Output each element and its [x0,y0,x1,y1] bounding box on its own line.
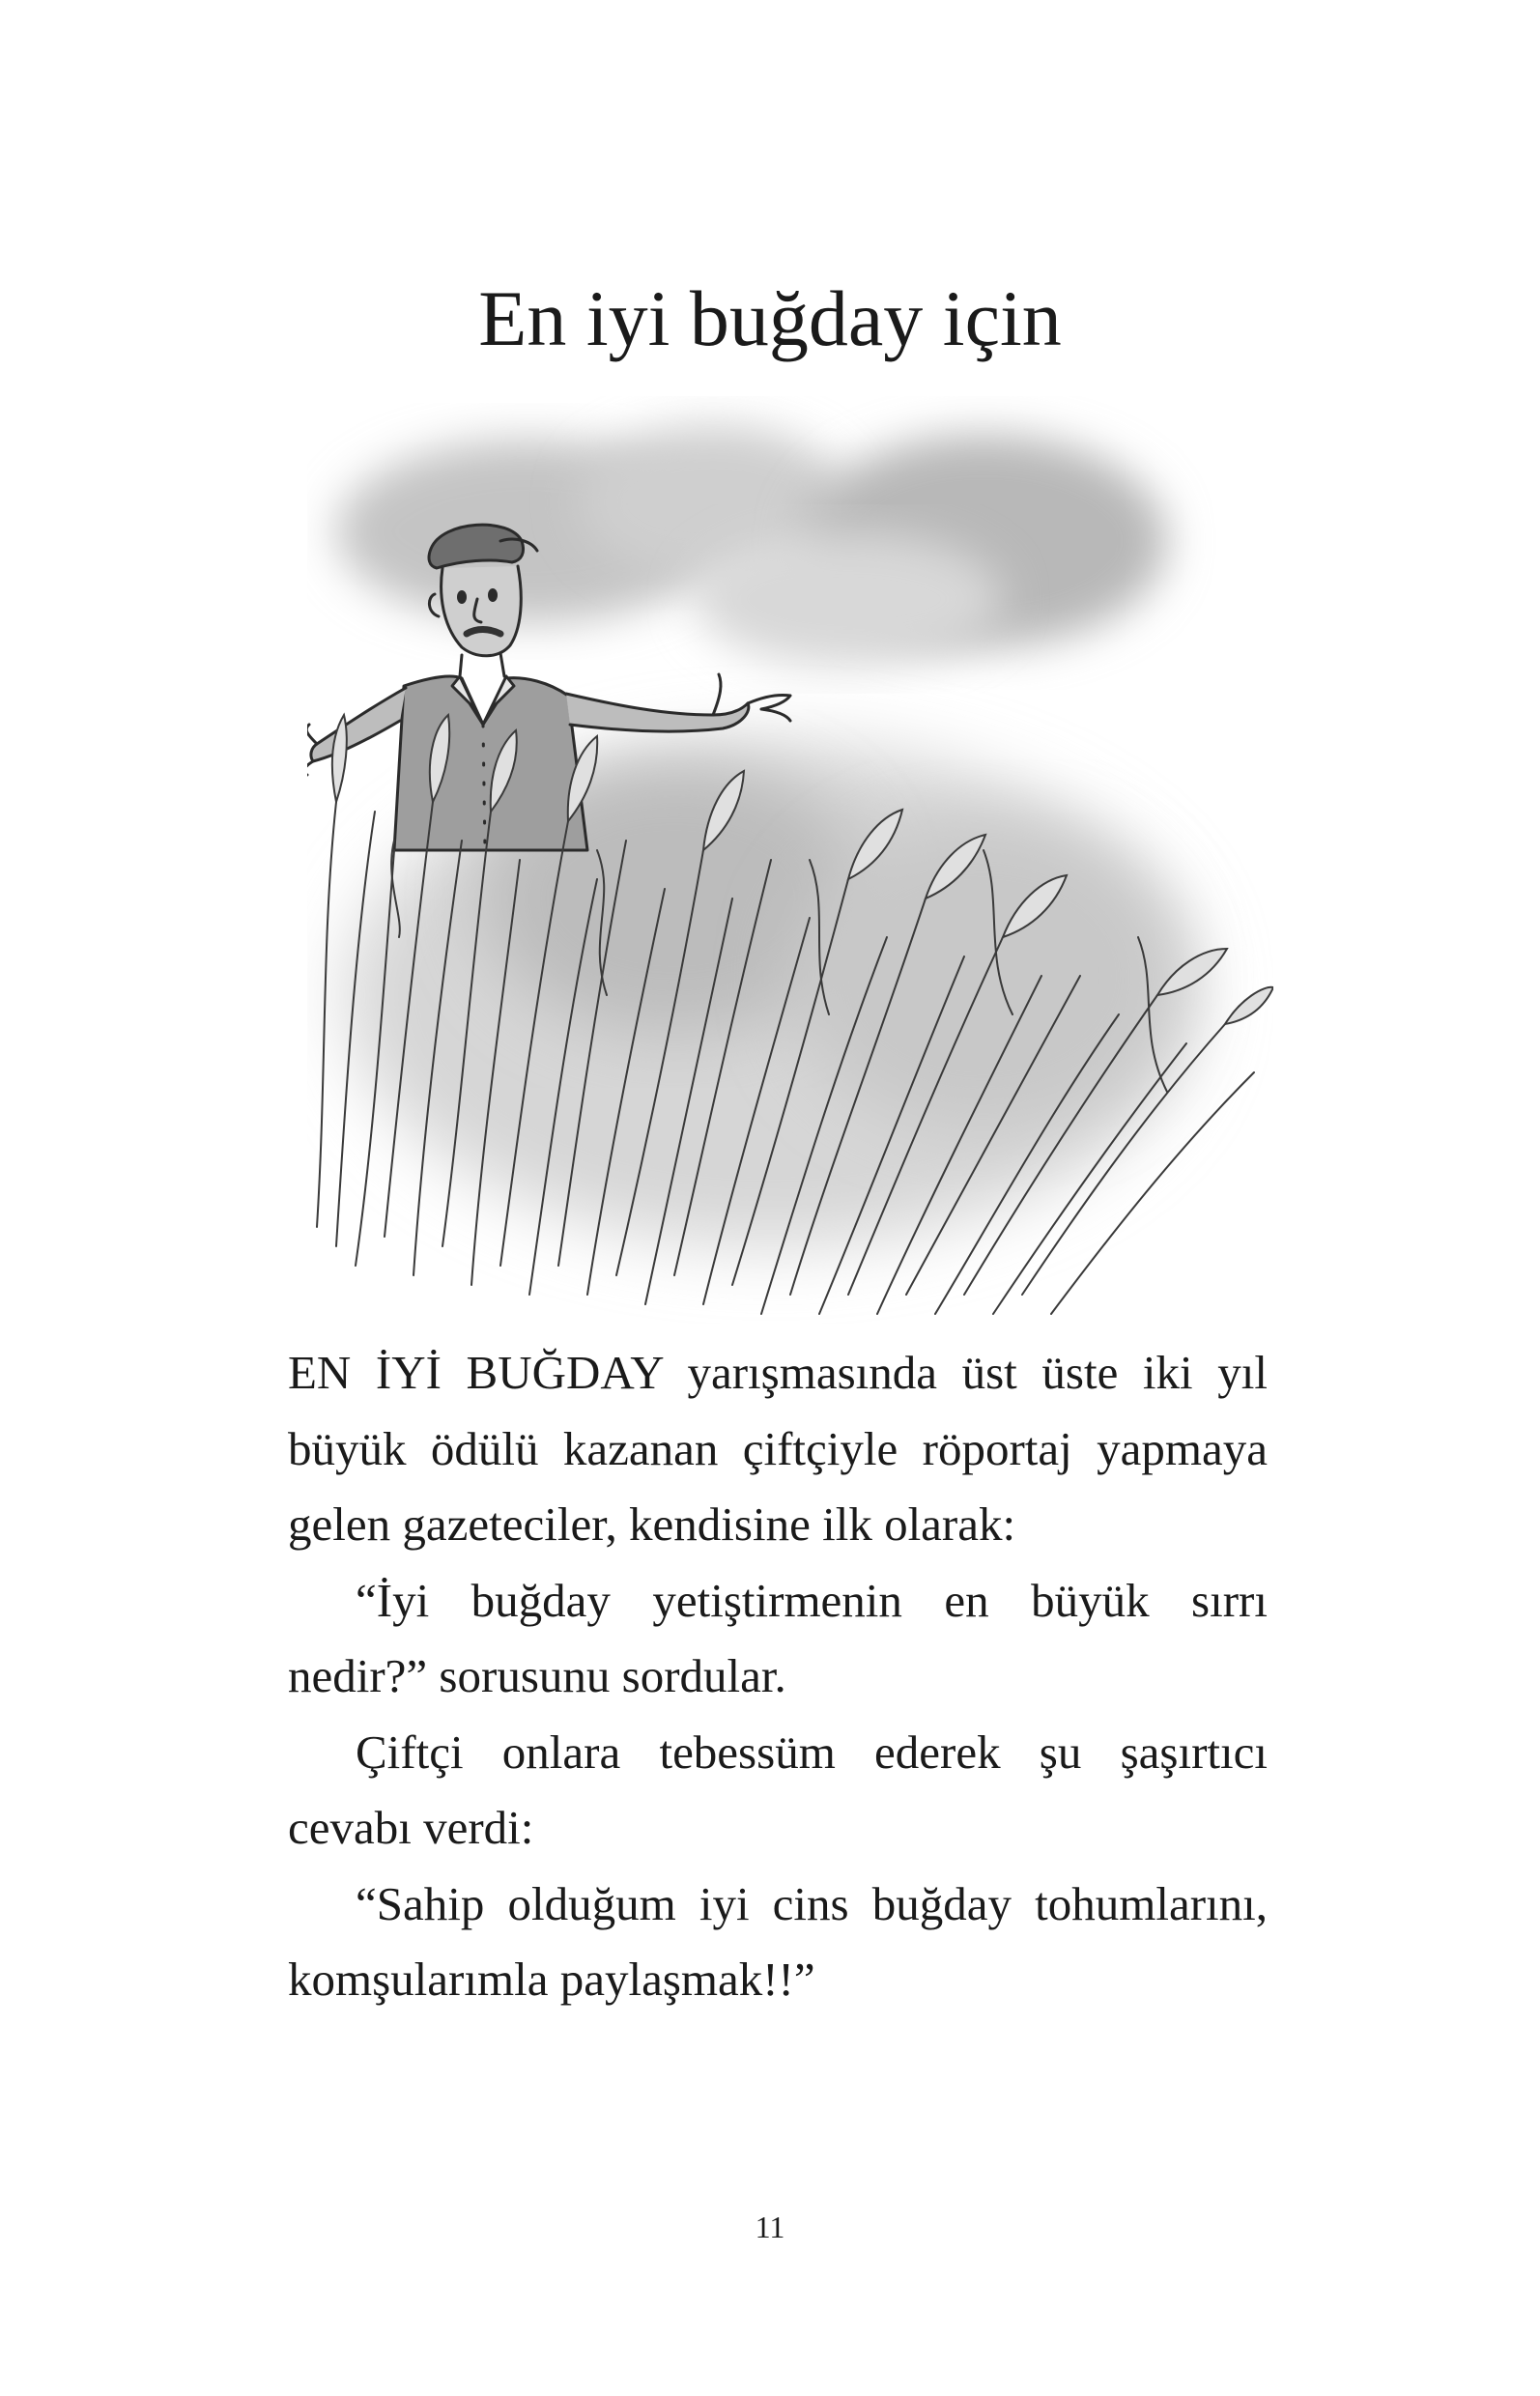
paragraph-4: “Sahip olduğum iyi cins buğday tohumlarını, komşularımla paylaşmak!!” [288,1876,1268,2006]
paragraph-2: “İyi buğday yetiştirmenin en büyük sırrı nedir?” sorusunu sordular. [288,1573,1268,1702]
paragraph-3: Çiftçi onlara tebessüm ederek şu şaşırtıcı cevabı verdi: [288,1725,1268,1854]
wheat-field-farmer-illustration [307,396,1273,1324]
story-text [288,1335,1268,2018]
page-number: 11 [755,2210,785,2244]
page-title: En iyi buğday için [478,274,1062,362]
paragraph-1: EN İYİ BUĞDAY yarışmasında üst üste iki yıl büyük ödülü kazanan çiftçiyle röportaj yapmaya gelen gazeteciler, kendisine ilk olarak: [288,1346,1268,1551]
